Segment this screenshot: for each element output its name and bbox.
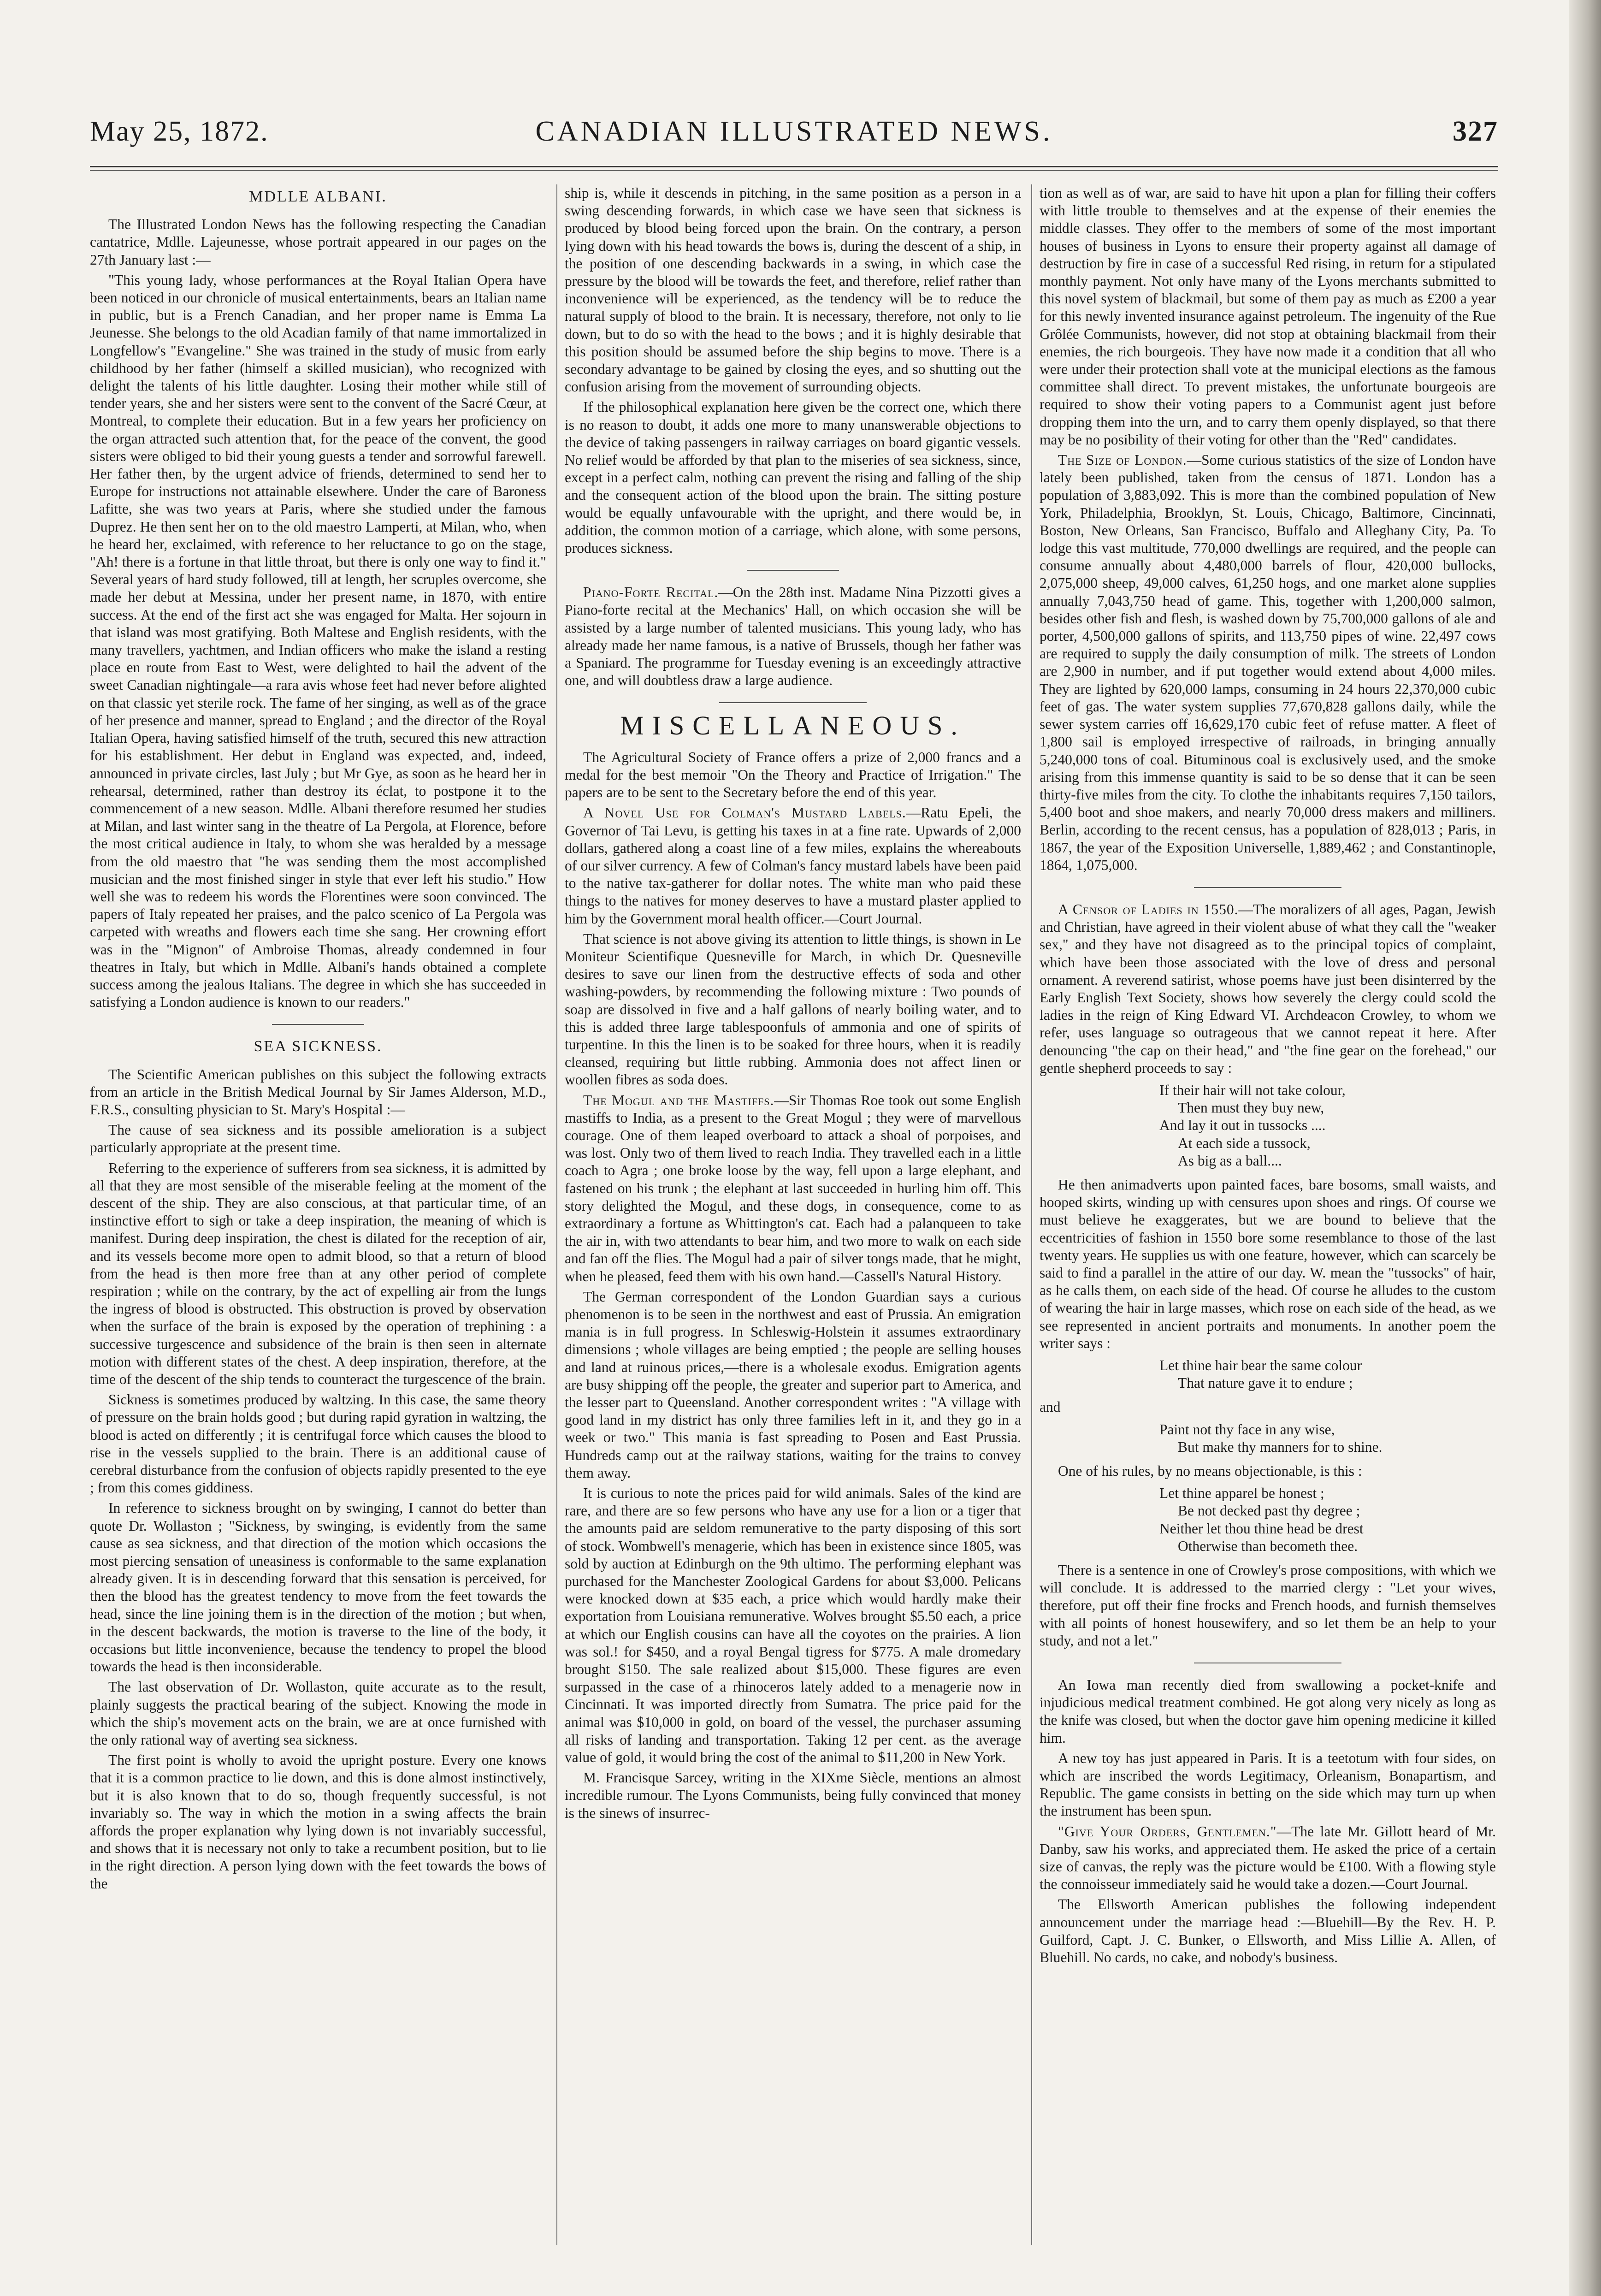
verse-line: Be not decked past thy degree ; <box>1178 1503 1360 1519</box>
item-heading: The Mogul and the Mastiffs. <box>583 1092 774 1108</box>
item-heading: A Novel Use for Colman's Mustard Labels. <box>583 805 906 821</box>
article-paragraph: If the philosophical explanation here given be the correct one, which there is no reason to doubt, it adds one more to many unanswerable objections to the device of taking passengers in railway carriages on board gigantic vessels. No relief would be afforded by that plan to the miseries of sea sickness, since, except in a perfect calm, nothing can prevent the rising and falling of the ship and the consequent action of the blood upon the brain. The sitting posture would be equally unfavourable with the upright, and there would be, in addition, the common motion of a carriage, which alone, with some persons, produces sickness. <box>565 399 1021 556</box>
article-paragraph: The Agricultural Society of France offers a prize of 2,000 francs and a medal for the best memoir "On the Theory and Practice of Irrigation." The papers are to be sent to the Secretary before the end of this year. <box>565 749 1021 801</box>
verse-block <box>1159 1357 1496 1392</box>
article-paragraph: The Illustrated London News has the following respecting the Canadian cantatrice, Mdlle. Lajeunesse, whose portrait appeared in our pages on the 27th January last :— <box>90 216 546 268</box>
item-heading: A Censor of Ladies in 1550. <box>1058 901 1239 917</box>
verse-line: Let thine hair bear the same colour <box>1159 1357 1362 1373</box>
item-body: —Sir Thomas Roe took out some English mastiffs to India, as a present to the Great Mogul ; they were of marvellous courage. One of them leaped overboard to attack a shoal of porpoises, and was lost. Only two of them lived to reach India. They travelled each in a little coach to Agra ; one broke loose by the way, fell upon a large elephant, and fastened on his trunk ; the elephant at last succeeded in hurling him off. This story delighted the Mogul, and these dogs, in consequence, come to as extraordinary a fortune as Whittington's cat. Each had a palanqueen to take the air in, with two attendants to bear him, and two more to walk on each side and fan off the flies. The Mogul had a pair of silver tongs made, that he might, when he pleased, feed them with his own hand.—Cassell's Natural History. <box>565 1092 1021 1284</box>
section-divider <box>1194 887 1341 888</box>
article-paragraph: Sickness is sometimes produced by waltzing. In this case, the same theory of pressure on the brain holds good ; but during rapid gyration in waltzing, the blood is acted on differently ; it is centrifugal force which causes the blood to rise in the vessels supplied to the brain. There is an additional cause of cerebral disturbance from the confusion of objects rapidly presented to the eye ; from this comes giddiness. <box>90 1391 546 1496</box>
article-title-sea-sickness: SEA SICKNESS. <box>254 1038 383 1055</box>
verse-block <box>1159 1485 1496 1555</box>
article-paragraph: There is a sentence in one of Crowley's prose compositions, with which we will conclude. It is addressed to the married clergy : "Let your wives, therefore, put off their fine frocks and French hoods, and furnish themselves with all points of honest housewifery, and so let them be an help to your study, and not a let." <box>1040 1562 1496 1649</box>
verse-line: Paint not thy face in any wise, <box>1159 1421 1335 1438</box>
column-1 <box>90 184 546 2245</box>
article-paragraph: A new toy has just appeared in Paris. It is a teetotum with four sides, on which are inscribed the words Legitimacy, Orleanism, Bonapartism, and Republic. The game consists in betting on the side which may turn up when the instrument has been spun. <box>1040 1750 1496 1819</box>
page-edge-shadow <box>1569 0 1601 2296</box>
section-divider <box>272 1024 364 1025</box>
section-title-miscellaneous: MISCELLANEOUS. <box>620 710 966 741</box>
connector-word: and <box>1040 1399 1061 1415</box>
verse-line: At each side a tussock, <box>1178 1135 1311 1151</box>
verse-line: Otherwise than becometh thee. <box>1178 1538 1358 1554</box>
item-heading: Piano-Forte Recital. <box>583 584 719 601</box>
article-paragraph: The cause of sea sickness and its possible amelioration is a subject particularly appropriate at the present time. <box>90 1122 546 1156</box>
article-paragraph: One of his rules, by no means objectionable, is this : <box>1058 1463 1362 1479</box>
article-paragraph: M. Francisque Sarcey, writing in the XIXme Siècle, mentions an almost incredible rumour. The Lyons Communists, being fully convinced that money is the sinews of insurrec- <box>565 1769 1021 1821</box>
verse-line: If their hair will not take colour, <box>1159 1082 1346 1098</box>
item-body: —On the 28th inst. Madame Nina Pizzotti gives a Piano-forte recital at the Mechanics' Hall, on which occasion she will be assisted by a large number of talented musicians. This young lady, who has already made her name famous, is a native of Brussels, though her father was a Spaniard. The programme for Tuesday evening is an exceedingly attractive one, and will doubtless draw a large audience. <box>565 584 1021 689</box>
item-heading: The Size of London. <box>1058 452 1187 468</box>
column-rule <box>1031 184 1032 2245</box>
verse-block <box>1159 1082 1496 1170</box>
article-paragraph <box>565 1092 1021 1285</box>
column-rule <box>556 184 557 2245</box>
column-2 <box>565 184 1021 2245</box>
item-body: —The late Mr. Gillott heard of Mr. Danby, saw his works, and appreciated them. He asked the price of a certain size of canvas, the reply was the picture would be £100. With a flowing style the connoisseur immediately said he would take a dozen.—Court Journal. <box>1040 1823 1496 1893</box>
article-paragraph: That science is not above giving its attention to little things, is shown in Le Moniteur Scientifique Quesneville for March, in which Dr. Quesneville desires to save our linen from the destructive effects of soda and other washing-powders, by recommending the following mixture : Two pounds of soap are dissolved in five and a half gallons of nearly boiling water, and to this is added three large tablespoonfuls of ammonia and one of spirits of turpentine. In this the linen is to be soaked for three hours, when it is readily cleansed, requiring but little rubbing. Ammonia does not affect linen or woollen fibres as soda does. <box>565 930 1021 1088</box>
article-paragraph <box>1040 901 1496 1077</box>
verse-line: Then must they buy new, <box>1178 1100 1324 1116</box>
verse-line: But make thy manners for to shine. <box>1178 1438 1382 1455</box>
article-paragraph: ship is, while it descends in pitching, in the same position as a person in a swing descending forwards, in which case we have seen that sickness is produced by blood being forced upon the brain. On the contrary, a person lying down with his head towards the bows is, during the descent of a ship, in the position of one descending backwards in a swing, in which case the pressure by the blood will be towards the feet, and therefore, relief rather than inconvenience will be experienced, as the tendency will be to reduce the natural supply of blood to the brain. It is necessary, therefore, not only to lie down, but to do so with the head to the bows ; and it is highly desirable that this position should be assumed before the ship begins to move. There is a secondary advantage to be gained by closing the eyes, and so shutting out the confusion arising from the movement of surrounding objects. <box>565 185 1021 395</box>
article-paragraph: The German correspondent of the London Guardian says a curious phenomenon is to be seen in the northwest and east of Prussia. An emigration mania is in full progress. In Schleswig-Holstein it assumes extraordinary dimensions ; whole villages are being emptied ; the people are selling houses and land at ruinous prices,—there is a wholesale exodus. Emigration agents are busy shipping off the people, the greater and superior part to America, and the lesser part to Queensland. Another correspondent writes : "A village with good land in my district has only three families left in it, and they go in a week or two." This mania is fast spreading to Posen and East Prussia. Hundreds camp out at the railway stations, waiting for the trains to convey them away. <box>565 1288 1021 1481</box>
article-paragraph: Referring to the experience of sufferers from sea sickness, it is admitted by all that they are most sensible of the miserable feeling at the moment of the descent of the ship. They are also conscious, at that particular time, of an instinctive effort to sigh or take a deep inspiration, the meaning of which is manifest. During deep inspiration, the chest is dilated for the reception of air, and its vessels become more open to admit blood, so that a return of blood from the head is then more free than at any other period of complete respiration ; while on the contrary, by the act of expelling air from the lungs the ingress of blood is obstructed. This obstruction is proved by observation when the surface of the brain is exposed by the operation of trephining : a successive turgescence and subsidence of the brain is then seen in alternate motion with different states of the chest. A deep inspiration, therefore, at the time of the descent of the ship tends to counteract the turgescence of the brain. <box>90 1160 546 1387</box>
article-paragraph: tion as well as of war, are said to have hit upon a plan for filling their coffers with little trouble to themselves and at the expense of their enemies the middle classes. They offer to the members of some of the most important houses of business in Lyons to ensure their property against all damage of destruction by fire in case of a successful Red rising, in return for a stipulated monthly payment. Not only have many of the Lyons merchants submitted to this novel system of blackmail, but some of them pay as much as £200 a year for this newly invented insurance against petroleum. The ingenuity of the Rue Grôlée Communists, however, did not stop at obtaining blackmail from their enemies, the rich bourgeois. They have now made it a condition that all who were under their protection shall vote at the municipal elections as the famous committee shall direct. To prevent mistakes, the unfortunate bourgeois are required to show their voting papers to a Communist agent just before dropping them into the urn, and to carry them openly displayed, so that there may be no posibility of their voting for other than the "Red" candidates. <box>1040 185 1496 448</box>
article-paragraph: The Scientific American publishes on this subject the following extracts from an article in the British Medical Journal by Sir James Alderson, M.D., F.R.S., consulting physician to St. Mary's Hospital :— <box>90 1066 546 1118</box>
article-paragraph: It is curious to note the prices paid for wild animals. Sales of the kind are rare, and there are so few persons who have any use for a lion or a tiger that the amounts paid are seldom remunerative to the party disposing of this sort of stock. Wombwell's menagerie, which has been in existence since 1805, was sold by auction at Edinburgh on the 9th ultimo. The performing elephant was purchased for the Manchester Zoological Gardens for about $3,000. Pelicans were knocked down at $35 each, a price which would hardly make their exportation from Louisiana remunerative. Wolves brought $5.50 each, a price at which our English cousins can have all the coyotes on the prairies. A lion was sol.! for $450, and a royal Bengal tigress for $775. A male dromedary brought $150. The sale realized about $15,000. These figures are even surpassed in the case of a rhinoceros lately added to a menagerie now in Cincinnati. It was imported directly from Sumatra. The price paid for the animal was $10,000 in gold, on board of the vessel, the purchaser assuming all risks of landing and transportation. Taking 12 per cent. as the average value of gold, it would bring the cost of the animal to $11,200 in New York. <box>565 1485 1021 1766</box>
item-heading: "Give Your Orders, Gentlemen." <box>1058 1823 1277 1840</box>
verse-line: Neither let thou thine head be drest <box>1159 1520 1364 1537</box>
verse-line: That nature gave it to endure ; <box>1178 1375 1353 1391</box>
article-paragraph: An Iowa man recently died from swallowing a pocket-knife and injudicious medical treatment combined. He got along very nicely as long as the knife was closed, but when the doctor gave him opening medicine it killed him. <box>1040 1677 1496 1746</box>
article-paragraph: "This young lady, whose performances at the Royal Italian Opera have been noticed in our chronicle of musical entertainments, bears an Italian name in public, but is a French Canadian, and her proper name is Emma La Jeunesse. She belongs to the old Acadian family of that name immortalized in Longfellow's "Evangeline." She was trained in the study of music from early childhood by her father (himself a skilled musician), who recognized with delight the talents of his little daughter. Losing their mother while still of tender years, she and her sisters were sent to the convent of the Sacré Cœur, at Montreal, to complete their education. But in a few years her proficiency on the organ attracted such attention that, for the peace of the convent, the good sisters were obliged to bid their young guests a tender and sorrowful farewell. Her father then, by the urgent advice of friends, determined to send her to Europe for instructions not attainable elsewhere. Under the care of Baroness Lafitte, she was two years at Paris, where she studied under the famous Duprez. He then sent her on to the old maestro Lamperti, at Milan, who, when he heard her, exclaimed, with reference to her reluctance to go on the stage, "Ah! there is a fortune in that little throat, but there is only one way to find it." Several years of hard study followed, till at length, her scruples overcome, she made her debut at Messina, under her present name, in 1870, with entire success. At the end of the first act she was engaged for Malta. Her sojourn in that island was most gratifying. Both Maltese and English residents, with the many travellers, yachtmen, and Indian officers who make the island a resting place en route from East to West, were delighted to hail the advent of the sweet Canadian nightingale—a rara avis whose feet had never before alighted on that classic yet sterile rock. The fame of her singing, as well as of the grace of her presence and manner, spread to England ; and the director of the Royal Italian Opera, having satisfied himself of the truth, secured this new attraction for his establishment. Her debut in England was expected, and, indeed, announced in private circles, last July ; but Mr Gye, as soon as he heard her in rehearsal, determined, rather than destroy its éclat, to postpone it to the commencement of a new season. Mdlle. Albani therefore resumed her studies at Milan, and last winter sang in the theatre of La Pergola, at Florence, before the most critical audience in Italy, to whom she was heralded by a message from the old maestro that "he was sending them the most accomplished musician and the most finished singer in style that ever left his studio." How well she was to redeem his words the Florentines were soon convinced. The papers of Italy repeated her praises, and the palco scenico of La Pergola was carpeted with wreaths and flowers each time she sang. Her crowning effort was in the "Mignon" of Ambroise Thomas, already condemned in four theatres in Italy, but which in Mdlle. Albani's hands obtained a complete success among the jealous Italians. The degree in which she has succeeded in satisfying a London audience is known to our readers." <box>90 272 546 1011</box>
verse-line: And lay it out in tussocks .... <box>1159 1117 1326 1134</box>
verse-block <box>1159 1421 1496 1456</box>
section-divider <box>747 570 839 571</box>
page-number: 327 <box>1453 116 1498 147</box>
article-paragraph: The first point is wholly to avoid the upright posture. Every one knows that it is a common practice to lie down, and this is done almost instinctively, but it is also known that to do so, though frequently successful, is not invariably so. The way in which the motion in a swing affects the brain affords the proper explanation why lying down is not invariably successful, and shows that it is necessary not only to take a recumbent position, but to lie in the right direction. A person lying down with the feet towards the bows of the <box>90 1752 546 1892</box>
item-body: —Ratu Epeli, the Governor of Tai Levu, is getting his taxes in at a fine rate. Upwards of 2,000 dollars, gathered along a coast line of a few miles, explains the whereabouts of our silver currency. A few of Colman's fancy mustard labels have been paid to the native tax-gatherer for dollar notes. The white man who paid these things to the natives for money deserves to have a mustard plaster applied to him by the Government moral health officer.—Court Journal. <box>565 805 1021 927</box>
article-paragraph: In reference to sickness brought on by swinging, I cannot do better than quote Dr. Wollaston ; "Sickness, by swinging, is evidently from the same cause as sea sickness, and that direction of the motion which occasions the most piercing sensation of uneasiness is conformable to the same explanation already given. It is in descending forward that this sensation is perceived, for then the blood has the greatest tendency to move from the feet towards the head, since the line joining them is in the direction of the motion ; but when, in the descent backwards, the motion is traverse to the line of the body, it occasions but little inconvenience, because the tendency to propel the blood towards the head is then inconsiderable. <box>90 1500 546 1675</box>
article-paragraph <box>565 584 1021 689</box>
publication-title: CANADIAN ILLUSTRATED NEWS. <box>535 116 1053 147</box>
article-title-albani: MDLLE ALBANI. <box>249 188 387 205</box>
article-paragraph: The last observation of Dr. Wollaston, quite accurate as to the result, plainly suggests the practical bearing of the subject. Knowing the mode in which the ship's movement acts on the brain, we are at once furnished with the only rational way of averting sea sickness. <box>90 1679 546 1748</box>
article-paragraph <box>565 804 1021 927</box>
masthead-rule <box>90 166 1498 171</box>
masthead <box>90 115 1498 166</box>
article-paragraph: He then animadverts upon painted faces, bare bosoms, small waists, and hooped skirts, winding up with censures upon shoes and rings. Of course we must believe he exaggerates, but we are bound to believe that the eccentricities of fashion in 1550 bore some resemblance to those of the last twenty years. He supplies us with one feature, however, which can scarcely be said to find a parallel in the attire of our day. W. mean the "tussocks" of hair, as he calls them, on each side of the head. Of course he alludes to the custom of wearing the hair in large masses, which rose on each side of the head, as we see represented in ancient portraits and monuments. In another poem the writer says : <box>1040 1176 1496 1351</box>
verse-line: As big as a ball.... <box>1178 1152 1282 1169</box>
item-body: —The moralizers of all ages, Pagan, Jewish and Christian, have agreed in their violent abuse of what they call the "weaker sex," and they have not disagreed as to the principal topics of complaint, which have been those associated with the love of dress and personal ornament. A reverend satirist, whose poems have just been disinterred by the Early English Text Society, shows how severely the clergy could scold the ladies in the reign of King Edward VI. Archdeacon Crowley, to whom we refer, uses language so outrageous that we cannot repeat it here. After denouncing "the cap on their head," and "the fine gear on the forehead," our gentle shepherd proceeds to say : <box>1040 901 1496 1076</box>
article-paragraph <box>1040 451 1496 874</box>
verse-line: Let thine apparel be honest ; <box>1159 1485 1324 1502</box>
section-divider <box>719 702 867 703</box>
column-3 <box>1040 184 1496 2245</box>
article-paragraph <box>1040 1823 1496 1894</box>
issue-date: May 25, 1872. <box>90 116 269 147</box>
item-body: —Some curious statistics of the size of London have lately been published, taken from the census of 1871. London has a population of 3,883,092. This is more than the combined population of New York, Philadelphia, Brooklyn, St. Louis, Chicago, Baltimore, Cincinnati, Boston, New Orleans, San Francisco, Buffalo and Alleghany City, Pa. To lodge this vast multitude, 770,000 dwellings are required, and the people can consume annually about 4,480,000 barrels of flour, 420,000 bullocks, 2,075,000 sheep, 49,000 calves, 61,250 hogs, and one market alone supplies annually 7,043,750 head of game. This, together with 1,200,000 salmon, besides other fish and flesh, is washed down by 75,700,000 gallons of ale and porter, 4,500,000 gallons of spirits, and 113,750 pipes of wine. 22,497 cows are required to supply the daily consumption of milk. The streets of London are 2,900 in number, and if put together would extend about 4,000 miles. They are lighted by 620,000 lamps, consuming in 24 hours 22,370,000 cubic feet of gas. The water system supplies 77,670,828 gallons daily, while the sewer system carries off 16,629,170 cubic feet of refuse matter. A fleet of 1,800 sail is employed irrespective of railroads, in bringing annually 5,240,000 tons of coal. Bituminous coal is exclusively used, and the smoke arising from this immense quantity is said to be so dense that it can be seen thirty-five miles from the city. To clothe the inhabitants requires 7,150 tailors, 5,400 boot and shoe makers, and nearly 70,000 dress makers and milliners. Berlin, according to the recent census, has a population of 828,013 ; Paris, in 1867, the year of the Exposition Universelle, 1,889,462 ; and Constantinople, 1864, 1,075,000. <box>1040 452 1496 873</box>
article-paragraph: The Ellsworth American publishes the following independent announcement under the marriage head :—Bluehill—By the Rev. H. P. Guilford, Capt. J. C. Bunker, o Ellsworth, and Miss Lillie A. Allen, of Bluehill. No cards, no cake, and nobody's business. <box>1040 1896 1496 1966</box>
